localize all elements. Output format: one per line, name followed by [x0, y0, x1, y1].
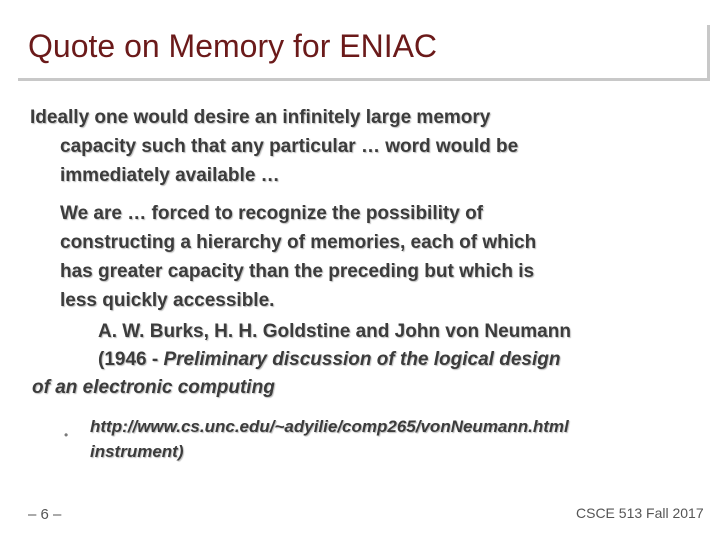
attribution-year: (1946 - — [98, 349, 164, 370]
quote-paragraph-2 — [60, 199, 536, 315]
quote-line: less quickly accessible. — [60, 290, 275, 311]
attribution-authors: A. W. Burks, H. H. Goldstine and John von Neumann — [98, 321, 571, 342]
bullet-continuation: instrument) — [90, 442, 184, 461]
quote-line: constructing a hierarchy of memories, each of which — [60, 232, 537, 253]
attribution-line-2 — [32, 346, 571, 374]
bullet-item — [90, 414, 569, 464]
quote-line: immediately available … — [60, 165, 280, 186]
quote-paragraph-1 — [30, 103, 518, 190]
attribution-title-part-2: of an electronic computing — [32, 377, 275, 398]
slide-title: Quote on Memory for ENIAC — [28, 28, 438, 64]
title-side-rule — [707, 25, 710, 81]
quote-line: Ideally one would desire an infinitely large memory — [30, 107, 491, 128]
source-url[interactable]: http://www.cs.unc.edu/~adyilie/comp265/vonNeumann.html — [90, 417, 569, 436]
course-label: CSCE 513 Fall 2017 — [576, 505, 704, 521]
bullet-icon: • — [64, 428, 69, 442]
quote-line: capacity such that any particular … word would be — [60, 136, 519, 157]
page-number: – 6 – — [28, 506, 62, 523]
title-underline — [18, 78, 708, 81]
attribution — [32, 318, 571, 402]
quote-line: has greater capacity than the preceding but which is — [60, 261, 535, 282]
quote-line: We are … forced to recognize the possibility of — [60, 203, 484, 224]
attribution-title-part-1: Preliminary discussion of the logical design — [163, 349, 561, 370]
